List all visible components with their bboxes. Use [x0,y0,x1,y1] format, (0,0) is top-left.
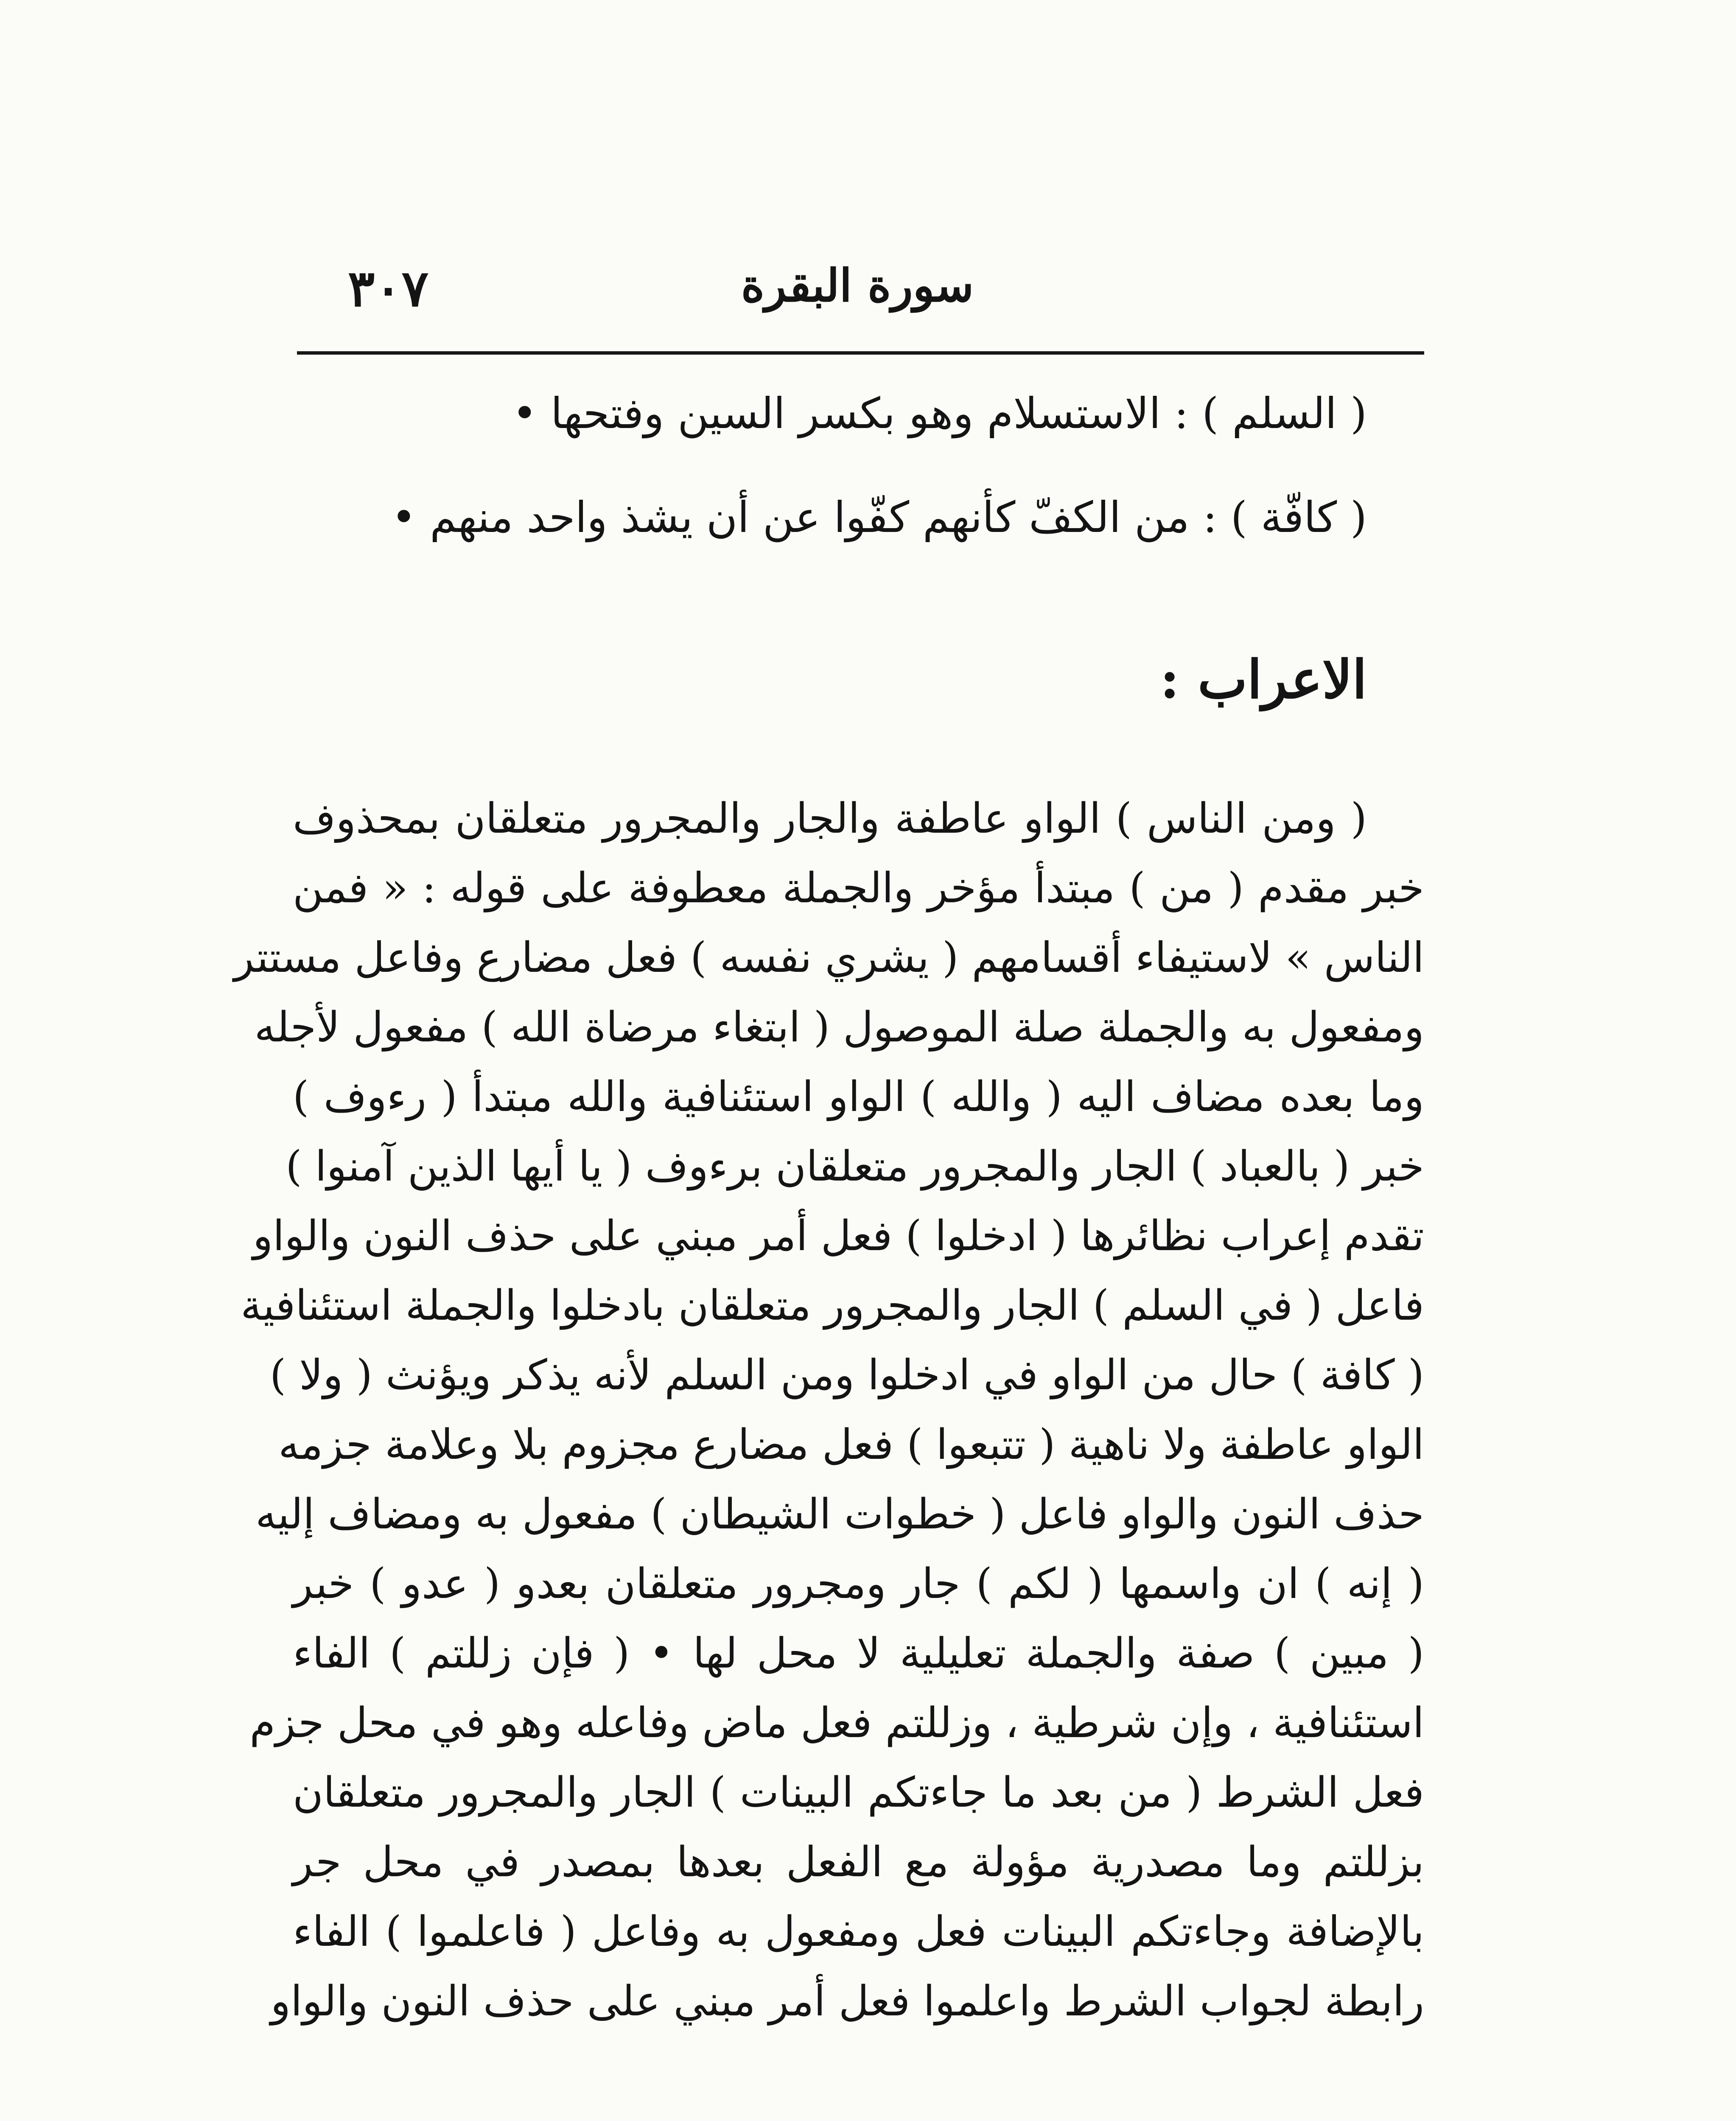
paragraph-line: رابطة لجواب الشرط واعلموا فعل أمر مبني على حذف النون والواو [270,1977,1424,2026]
paragraph-line: ومفعول به والجملة صلة الموصول ( ابتغاء مرضاة الله ) مفعول لأجله [254,1003,1424,1052]
paragraph-line: ( ومن الناس ) الواو عاطفة والجار والمجرور متعلقان بمحذوف [293,795,1367,843]
header-divider [297,351,1424,355]
page-number: ٣٠٧ [348,259,429,318]
paragraph-line: استئنافية ، وإن شرطية ، وزللتم فعل ماض وفاعله وهو في محل جزم [249,1699,1424,1747]
paragraph-line: الناس » لاستيفاء أقسامهم ( يشري نفسه ) فعل مضارع وفاعل مستتر [234,934,1424,982]
paragraph-line: تقدم إعراب نظائرها ( ادخلوا ) فعل أمر مبني على حذف النون والواو [252,1212,1424,1260]
paragraph-line: خبر ( بالعباد ) الجار والمجرور متعلقان برءوف ( يا أيها الذين آمنوا ) [286,1142,1424,1191]
paragraph-line: خبر مقدم ( من ) مبتدأ مؤخر والجملة معطوفة على قوله : « فمن [293,864,1424,912]
section-heading: الاعراب : [1160,649,1367,711]
paragraph-line: ( إنه ) ان واسمها ( لكم ) جار ومجرور متعلقان بعدو ( عدو ) خبر [293,1560,1424,1608]
running-header [297,255,1418,327]
paragraph-line: وما بعده مضاف اليه ( والله ) الواو استئنافية والله مبتدأ ( رءوف ) [293,1073,1424,1121]
paragraph-line: حذف النون والواو فاعل ( خطوات الشيطان ) مفعول به ومضاف إليه [255,1490,1424,1539]
paragraph-line: فاعل ( في السلم ) الجار والمجرور متعلقان بادخلوا والجملة استئنافية [241,1282,1424,1330]
paragraph-line: بزللتم وما مصدرية مؤولة مع الفعل بعدها بمصدر في محل جر [293,1838,1424,1886]
paragraph-line: بالإضافة وجاءتكم البينات فعل ومفعول به وفاعل ( فاعلموا ) الفاء [293,1908,1424,1956]
glossary-entry: ( كافّة ) : من الكفّ كأنهم كفّوا عن أن يشذ واحد منهم • [391,492,1367,542]
surah-title: سورة البقرة [741,259,974,312]
paragraph-line: الواو عاطفة ولا ناهية ( تتبعوا ) فعل مضارع مجزوم بلا وعلامة جزمه [278,1421,1424,1469]
body-paragraph [234,784,1424,2036]
paragraph-line: ( مبين ) صفة والجملة تعليلية لا محل لها • ( فإن زللتم ) الفاء [293,1629,1424,1678]
paragraph-line: فعل الشرط ( من بعد ما جاءتكم البينات ) الجار والمجرور متعلقان [293,1768,1424,1817]
glossary [293,382,1367,590]
paragraph-line: ( كافة ) حال من الواو في ادخلوا ومن السلم لأنه يذكر ويؤنث ( ولا ) [269,1351,1424,1399]
glossary-entry: ( السلم ) : الاستسلام وهو بكسر السين وفتحها • [512,389,1367,438]
